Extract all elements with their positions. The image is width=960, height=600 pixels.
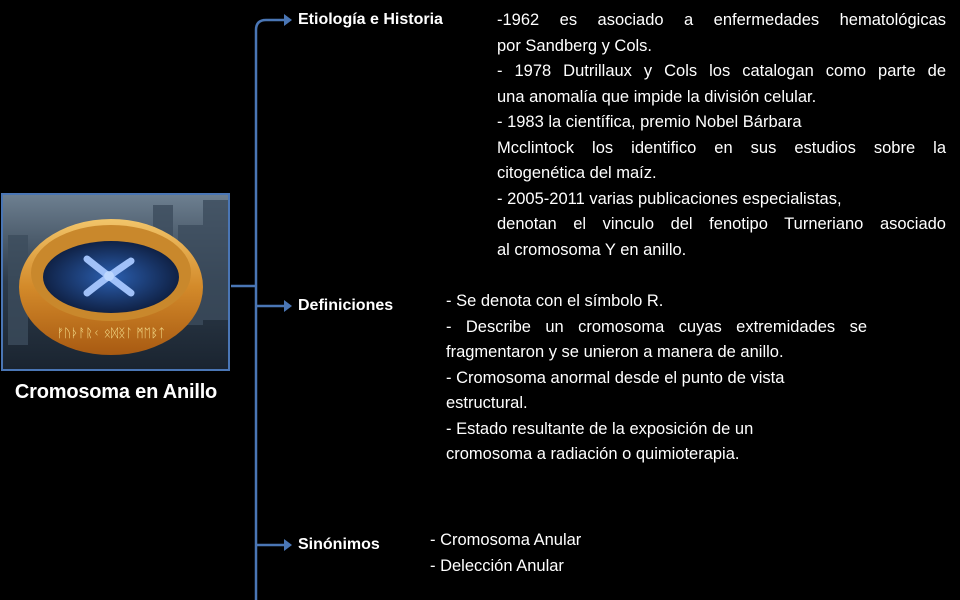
etiologia-line: - 1978 Dutrillaux y Cols los catalogan como parte de: [497, 62, 946, 80]
etiologia-line: al cromosoma Y en anillo.: [497, 240, 687, 259]
etiologia-line: una anomalía que impide la división celular.: [497, 87, 817, 106]
etiologia-line: Mcclintock los identifico en sus estudios sobre la: [497, 138, 946, 157]
arrow-icon: [284, 539, 292, 551]
etiologia-line: por Sandberg y Cols.: [497, 36, 653, 55]
etiologia-line: -1962 es asociado a enfermedades hematológicas: [497, 11, 946, 29]
heading-etiologia: Etiología e Historia: [298, 11, 443, 28]
definiciones-line: cromosoma a radiación o quimioterapia.: [446, 445, 740, 463]
main-title: Cromosoma en Anillo: [14, 381, 218, 403]
etiologia-text: [497, 8, 946, 263]
definiciones-text: [446, 289, 867, 468]
chromosome-ring-image: [1, 193, 230, 371]
heading-definiciones: Definiciones: [298, 297, 394, 314]
definiciones-line: - Se denota con el símbolo R.: [446, 292, 664, 310]
arrow-icon: [284, 300, 292, 312]
sinonimos-line: - Delección Anular: [430, 556, 564, 575]
arrow-icon: [284, 14, 292, 26]
definiciones-line: - Cromosoma anormal desde el punto de vista: [446, 368, 785, 387]
definiciones-line: - Estado resultante de la exposición de un: [446, 419, 754, 438]
sinonimos-line: - Cromosoma Anular: [430, 531, 582, 549]
etiologia-line: citogenética del maíz.: [497, 164, 657, 182]
sinonimos-text: [430, 528, 581, 579]
definiciones-line: - Describe un cromosoma cuyas extremidades se: [446, 317, 867, 336]
definiciones-line: estructural.: [446, 394, 528, 412]
vertical-trunk: [256, 20, 284, 600]
etiologia-line: denotan el vinculo del fenotipo Turneriano asociado: [497, 215, 946, 233]
ring-inscription: ᚠᚢᚦᚨᚱᚲ ᛟᛞᛝᛚ ᛗᛖᛒᛏ: [56, 326, 166, 340]
etiologia-line: - 2005-2011 varias publicaciones especialistas,: [497, 189, 842, 208]
etiologia-line: - 1983 la científica, premio Nobel Bárbara: [497, 113, 802, 131]
definiciones-line: fragmentaron y se unieron a manera de anillo.: [446, 343, 784, 361]
heading-sinonimos: Sinónimos: [298, 536, 380, 553]
